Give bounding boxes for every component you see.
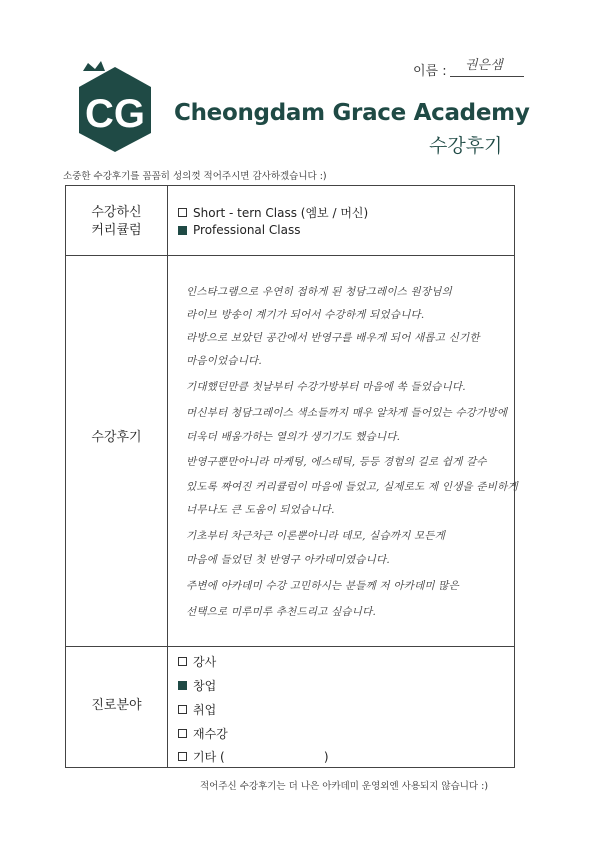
review-line: 머신부터 청담그레이스 색소들까지 매우 알차게 들어있는 수강가방에 bbox=[186, 407, 508, 419]
review-line: 마음이었습니다. bbox=[186, 355, 262, 367]
curriculum-label-line2: 커리큘럼 bbox=[91, 223, 142, 238]
checkbox-icon[interactable] bbox=[178, 752, 187, 761]
intro-text: 소중한 수강후기를 꼼꼼히 성의껏 적어주시면 감사하겠습니다 :) bbox=[63, 171, 327, 182]
review-line: 인스타그램으로 우연히 접하게 된 청담그레이스 원장님의 bbox=[186, 286, 452, 298]
curriculum-label-line1: 수강하신 bbox=[91, 205, 142, 220]
review-line: 기초부터 차근차근 이론뿐아니라 데모, 실습까지 모든게 bbox=[186, 530, 446, 542]
career-option-retake[interactable] bbox=[178, 725, 228, 742]
academy-logo bbox=[75, 55, 155, 153]
footer-note: 적어주신 수강후기는 더 나은 아카데미 운영외엔 사용되지 않습니다 :) bbox=[200, 781, 489, 792]
option-label: 기타 ( ) bbox=[193, 750, 329, 764]
review-line: 더욱더 배움가하는 열의가 생기기도 했습니다. bbox=[186, 431, 401, 443]
row-divider bbox=[66, 646, 514, 647]
review-line: 마음에 들었던 첫 반영구 아카데미였습니다. bbox=[186, 554, 390, 566]
option-label: Professional Class bbox=[193, 223, 301, 237]
checkbox-icon[interactable] bbox=[178, 208, 187, 217]
career-option-instructor[interactable] bbox=[178, 653, 216, 670]
review-label: 수강후기 bbox=[91, 430, 142, 445]
career-label: 진로분야 bbox=[91, 698, 142, 713]
option-label: Short - tern Class (엠보 / 머신) bbox=[193, 206, 369, 220]
career-option-startup[interactable] bbox=[178, 677, 216, 694]
review-line: 라이브 방송이 계기가 되어서 수강하게 되었습니다. bbox=[186, 309, 425, 321]
column-divider bbox=[167, 186, 168, 767]
review-line: 선택으로 미루미루 추천드리고 싶습니다. bbox=[186, 606, 376, 618]
checkbox-icon[interactable] bbox=[178, 705, 187, 714]
logo-text: CG bbox=[85, 92, 145, 136]
review-line: 있도록 짜여진 커리큘럼이 마음에 들었고, 실제로도 제 인생을 준비하게 bbox=[186, 481, 518, 493]
checkbox-icon[interactable] bbox=[178, 729, 187, 738]
checked-checkbox-icon[interactable] bbox=[178, 226, 187, 235]
career-option-other[interactable] bbox=[178, 748, 329, 765]
academy-name: Cheongdam Grace Academy bbox=[174, 100, 530, 126]
name-label: 이름 : bbox=[413, 64, 447, 79]
review-line: 주변에 아카데미 수강 고민하시는 분들께 저 아카데미 많은 bbox=[186, 580, 459, 592]
checked-checkbox-icon[interactable] bbox=[178, 681, 187, 690]
name-value: 권은샘 bbox=[465, 58, 503, 73]
review-line: 라방으로 보았던 공간에서 반영구를 배우게 되어 새롭고 신기한 bbox=[186, 332, 480, 344]
name-underline bbox=[450, 76, 524, 77]
curriculum-label bbox=[66, 204, 167, 240]
option-label: 취업 bbox=[193, 703, 217, 717]
document-title: 수강후기 bbox=[429, 135, 503, 157]
option-label: 창업 bbox=[193, 679, 217, 693]
checkbox-icon[interactable] bbox=[178, 657, 187, 666]
curriculum-option-professional[interactable] bbox=[178, 223, 301, 237]
review-form bbox=[65, 185, 518, 768]
review-line: 너무나도 큰 도움이 되었습니다. bbox=[186, 504, 335, 516]
option-label: 강사 bbox=[193, 655, 217, 669]
option-label: 재수강 bbox=[193, 727, 228, 741]
review-line: 기대했던만큼 첫날부터 수강가방부터 마음에 쏙 들었습니다. bbox=[186, 381, 466, 393]
career-option-employment[interactable] bbox=[178, 701, 216, 718]
row-divider bbox=[66, 255, 514, 256]
review-line: 반영구뿐만아니라 마케팅, 에스테틱, 등등 경험의 길로 쉽게 갈수 bbox=[186, 456, 487, 468]
curriculum-option-short-term[interactable] bbox=[178, 204, 368, 221]
